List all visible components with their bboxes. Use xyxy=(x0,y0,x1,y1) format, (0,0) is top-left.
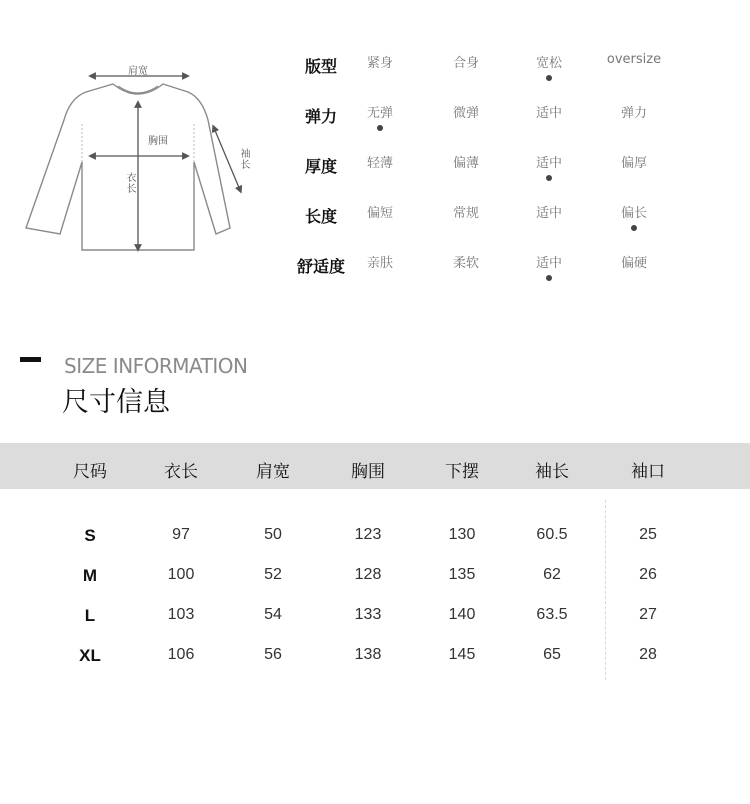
table-cell: 26 xyxy=(639,566,657,583)
attribute-option xyxy=(421,102,511,121)
table-cell: 52 xyxy=(264,566,282,583)
table-cell: 60.5 xyxy=(536,526,568,543)
table-header-cell: 胸围 xyxy=(351,462,385,482)
garment-diagram xyxy=(20,52,260,262)
table-cell: 28 xyxy=(639,646,657,663)
attribute-option-label: oversize xyxy=(606,52,662,67)
attribute-row xyxy=(280,52,740,82)
table-cell: 145 xyxy=(448,646,476,663)
attribute-option-label: 无弹 xyxy=(366,106,393,121)
table-header-cell: 下摆 xyxy=(445,462,479,482)
selected-dot-icon xyxy=(546,275,552,281)
table-cell: 65 xyxy=(543,646,561,663)
table-row xyxy=(0,526,750,556)
table-cell: 100 xyxy=(167,566,195,583)
table-row xyxy=(0,606,750,636)
table-cell: 138 xyxy=(354,646,382,663)
chest-label: 胸围 xyxy=(148,136,168,147)
attribute-option xyxy=(335,152,425,171)
length-label: 衣长 xyxy=(124,172,135,194)
attribute-option-label: 适中 xyxy=(535,206,562,221)
attribute-option-label: 微弹 xyxy=(452,106,479,121)
attribute-option-label: 常规 xyxy=(452,206,479,221)
attribute-option xyxy=(421,52,511,71)
table-cell: 128 xyxy=(354,566,382,583)
attribute-option xyxy=(504,152,594,181)
attribute-option xyxy=(504,202,594,221)
table-header-cell: 衣长 xyxy=(164,462,198,482)
table-cell: 62 xyxy=(543,566,561,583)
attribute-option xyxy=(504,252,594,281)
size-code-cell: S xyxy=(84,526,96,545)
attribute-option xyxy=(589,252,679,271)
table-row xyxy=(0,566,750,596)
attribute-option xyxy=(335,202,425,221)
attribute-label: 厚度 xyxy=(304,157,337,176)
selected-dot-icon xyxy=(546,75,552,81)
shoulder-label: 肩宽 xyxy=(128,66,148,77)
attribute-option xyxy=(589,152,679,171)
table-cell: 63.5 xyxy=(536,606,568,623)
attribute-option-label: 柔软 xyxy=(452,256,479,271)
attribute-option-label: 偏硬 xyxy=(620,256,647,271)
size-code-cell: XL xyxy=(79,646,101,665)
attribute-row xyxy=(280,102,740,132)
attribute-row xyxy=(280,252,740,282)
size-code-cell: L xyxy=(84,606,96,625)
table-cell: 97 xyxy=(172,526,190,543)
table-cell: 25 xyxy=(639,526,657,543)
table-cell: 106 xyxy=(167,646,195,663)
attribute-option xyxy=(335,52,425,71)
attribute-option xyxy=(421,202,511,221)
table-cell: 123 xyxy=(354,526,382,543)
table-row xyxy=(0,646,750,676)
attribute-label: 长度 xyxy=(304,207,337,226)
attribute-option-label: 适中 xyxy=(535,256,562,271)
table-cell: 54 xyxy=(264,606,282,623)
attribute-option-label: 偏薄 xyxy=(452,156,479,171)
table-header-cell: 袖口 xyxy=(631,462,665,482)
selected-dot-icon xyxy=(546,175,552,181)
table-header-cell: 尺码 xyxy=(73,462,107,482)
attribute-label: 弹力 xyxy=(304,107,337,126)
attribute-option-label: 轻薄 xyxy=(366,156,393,171)
attribute-option-label: 亲肤 xyxy=(366,256,393,271)
table-cell: 56 xyxy=(264,646,282,663)
attribute-option xyxy=(589,202,679,231)
section-marker xyxy=(20,357,41,362)
size-code-cell: M xyxy=(82,566,98,585)
attribute-option xyxy=(421,252,511,271)
attribute-row xyxy=(280,152,740,182)
section-title-cn: 尺寸信息 xyxy=(62,387,170,418)
section-title-en: SIZE INFORMATION xyxy=(64,354,248,378)
table-cell: 140 xyxy=(448,606,476,623)
table-cell: 103 xyxy=(167,606,195,623)
attribute-option xyxy=(504,52,594,81)
attribute-row xyxy=(280,202,740,232)
table-cell: 27 xyxy=(639,606,657,623)
attribute-option xyxy=(589,102,679,121)
attribute-option xyxy=(589,52,679,67)
attribute-option-label: 合身 xyxy=(452,56,479,71)
attribute-option xyxy=(421,152,511,171)
attribute-option-label: 宽松 xyxy=(535,56,562,71)
attribute-option-label: 适中 xyxy=(535,106,562,121)
table-cell: 50 xyxy=(264,526,282,543)
attribute-option-label: 偏短 xyxy=(366,206,393,221)
table-header-cell: 袖长 xyxy=(535,462,569,482)
attribute-option-label: 偏长 xyxy=(620,206,647,221)
attribute-option xyxy=(504,102,594,121)
table-cell: 133 xyxy=(354,606,382,623)
shirt-outline-icon xyxy=(20,52,260,262)
attribute-option-label: 紧身 xyxy=(366,56,393,71)
table-cell: 130 xyxy=(448,526,476,543)
selected-dot-icon xyxy=(631,225,637,231)
selected-dot-icon xyxy=(377,125,383,131)
table-cell: 135 xyxy=(448,566,476,583)
attribute-option xyxy=(335,252,425,271)
table-divider xyxy=(605,500,606,680)
attribute-option-label: 弹力 xyxy=(620,106,647,121)
attribute-label: 舒适度 xyxy=(296,257,345,276)
attribute-option-label: 适中 xyxy=(535,156,562,171)
table-header-cell: 肩宽 xyxy=(256,462,290,482)
size-table-header xyxy=(0,443,750,489)
sleeve-label: 袖长 xyxy=(238,148,249,170)
attribute-option-label: 偏厚 xyxy=(620,156,647,171)
attribute-option xyxy=(335,102,425,131)
attribute-label: 版型 xyxy=(304,57,337,76)
